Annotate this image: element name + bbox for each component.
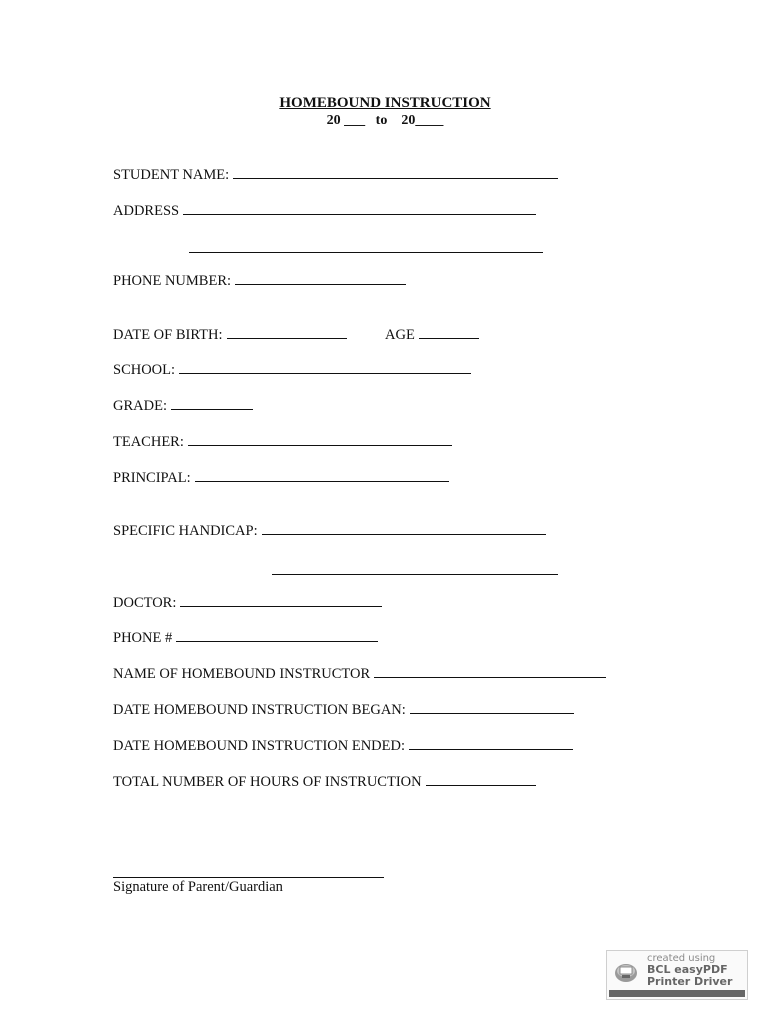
doctor-phone-row bbox=[113, 628, 378, 647]
student-name-row bbox=[113, 165, 558, 184]
teacher-field[interactable] bbox=[188, 432, 452, 446]
date-began-field[interactable] bbox=[410, 700, 574, 714]
instructor-name-row bbox=[113, 664, 606, 683]
date-ended-row bbox=[113, 736, 573, 755]
student-name-label: STUDENT NAME: bbox=[113, 167, 230, 183]
school-year-line: 20 ___ to 20____ bbox=[326, 113, 444, 128]
school-label: SCHOOL: bbox=[113, 362, 176, 378]
teacher-row bbox=[113, 432, 452, 451]
student-name-field[interactable] bbox=[233, 165, 558, 179]
age-label: AGE bbox=[385, 327, 415, 343]
date-ended-field[interactable] bbox=[409, 736, 573, 750]
grade-field[interactable] bbox=[171, 396, 253, 410]
instructor-name-label: NAME OF HOMEBOUND INSTRUCTOR bbox=[113, 666, 371, 682]
form-title-text: HOMEBOUND INSTRUCTION bbox=[279, 95, 491, 111]
doctor-phone-field[interactable] bbox=[176, 628, 378, 642]
doctor-row bbox=[113, 593, 382, 612]
principal-field[interactable] bbox=[195, 468, 449, 482]
age-row bbox=[385, 325, 479, 344]
date-of-birth-label: DATE OF BIRTH: bbox=[113, 327, 223, 343]
total-hours-field[interactable] bbox=[426, 772, 536, 786]
form-title bbox=[0, 94, 770, 112]
specific-handicap-field-line1[interactable] bbox=[262, 521, 546, 535]
date-began-row bbox=[113, 700, 574, 719]
watermark-line3: Printer Driver bbox=[647, 975, 733, 988]
doctor-field[interactable] bbox=[180, 593, 382, 607]
address-field-line2[interactable] bbox=[189, 252, 543, 253]
specific-handicap-row bbox=[113, 521, 546, 540]
total-hours-row bbox=[113, 772, 536, 791]
doctor-label: DOCTOR: bbox=[113, 595, 177, 611]
phone-number-field[interactable] bbox=[235, 271, 406, 285]
school-field[interactable] bbox=[179, 360, 471, 374]
date-of-birth-field[interactable] bbox=[227, 325, 347, 339]
address-row bbox=[113, 201, 536, 220]
watermark-line1: created using bbox=[647, 953, 716, 964]
specific-handicap-label: SPECIFIC HANDICAP: bbox=[113, 523, 258, 539]
phone-number-row bbox=[113, 271, 406, 290]
pdf-creator-watermark bbox=[606, 950, 748, 1000]
address-field-line1[interactable] bbox=[183, 201, 536, 215]
school-row bbox=[113, 360, 471, 379]
age-field[interactable] bbox=[419, 325, 479, 339]
signature-label: Signature of Parent/Guardian bbox=[113, 879, 283, 895]
date-began-label: DATE HOMEBOUND INSTRUCTION BEGAN: bbox=[113, 702, 406, 718]
grade-label: GRADE: bbox=[113, 398, 167, 414]
teacher-label: TEACHER: bbox=[113, 434, 184, 450]
grade-row bbox=[113, 396, 253, 415]
instructor-name-field[interactable] bbox=[374, 664, 606, 678]
phone-number-label: PHONE NUMBER: bbox=[113, 273, 232, 289]
doctor-phone-label: PHONE # bbox=[113, 630, 173, 646]
total-hours-label: TOTAL NUMBER OF HOURS OF INSTRUCTION bbox=[113, 774, 422, 790]
address-label: ADDRESS bbox=[113, 203, 180, 219]
principal-row bbox=[113, 468, 449, 487]
principal-label: PRINCIPAL: bbox=[113, 470, 191, 486]
watermark-bar bbox=[609, 990, 745, 997]
specific-handicap-field-line2[interactable] bbox=[272, 574, 558, 575]
watermark-line2: BCL easyPDF bbox=[647, 963, 728, 976]
date-of-birth-row bbox=[113, 325, 347, 344]
printer-logo-icon bbox=[613, 959, 639, 985]
date-ended-label: DATE HOMEBOUND INSTRUCTION ENDED: bbox=[113, 738, 405, 754]
